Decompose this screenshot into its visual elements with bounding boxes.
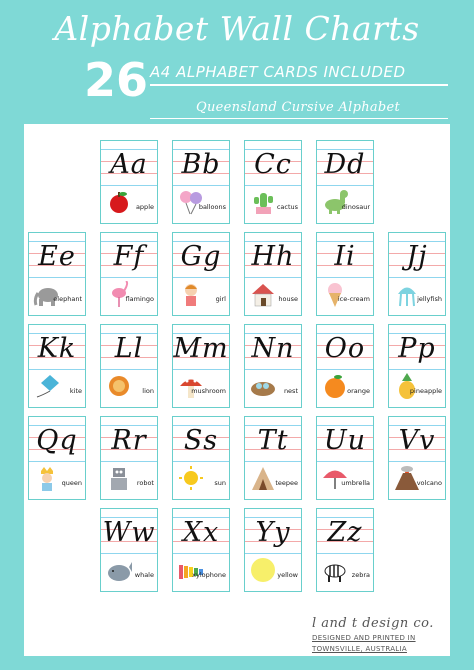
alphabet-card xyxy=(244,140,302,224)
alphabet-card xyxy=(244,416,302,500)
card-word: girl xyxy=(215,295,226,303)
card-letters: Rr xyxy=(111,425,147,456)
zebra-icon xyxy=(321,557,349,583)
alphabet-card xyxy=(316,416,374,500)
alphabet-card xyxy=(172,324,230,408)
card-word: nest xyxy=(283,387,298,395)
card-word: balloons xyxy=(198,203,226,211)
sun-icon xyxy=(177,465,205,491)
card-letters: Dd xyxy=(324,149,366,180)
card-letters: Nn xyxy=(251,333,295,364)
robot-icon xyxy=(105,465,133,491)
card-letters: Oo xyxy=(324,333,366,364)
tagline-underline xyxy=(150,118,448,119)
card-word: ice-cream xyxy=(337,295,370,303)
card-letters: Gg xyxy=(180,241,222,272)
card-letters: Ff xyxy=(113,241,145,272)
card-letters: Vv xyxy=(398,425,436,456)
card-word: yellow xyxy=(277,571,298,579)
card-letters: Mm xyxy=(173,333,229,364)
flamingo-icon xyxy=(105,281,133,307)
card-letters: Ss xyxy=(183,425,219,456)
card-word: queen xyxy=(61,479,82,487)
alphabet-card xyxy=(100,232,158,316)
orange-icon xyxy=(321,373,349,399)
card-letters: Qq xyxy=(36,425,78,456)
card-word: robot xyxy=(136,479,154,487)
alphabet-card xyxy=(316,140,374,224)
alphabet-card xyxy=(100,140,158,224)
card-word: zebra xyxy=(351,571,370,579)
card-word: house xyxy=(278,295,298,303)
card-letters: Kk xyxy=(37,333,77,364)
card-word: xylophone xyxy=(192,571,226,579)
card-word: elephant xyxy=(53,295,82,303)
card-word: volcano xyxy=(416,479,442,487)
card-word: whale xyxy=(134,571,154,579)
card-word: dinosaur xyxy=(341,203,370,211)
balloons-icon xyxy=(177,189,205,215)
house-icon xyxy=(249,281,277,307)
card-count: 26 xyxy=(84,53,149,107)
alphabet-card xyxy=(28,324,86,408)
umbrella-icon xyxy=(321,465,349,491)
whale-icon xyxy=(105,557,133,583)
card-word: mushroom xyxy=(191,387,226,395)
card-letters: Cc xyxy=(254,149,292,180)
card-word: lion xyxy=(142,387,154,395)
apple-icon xyxy=(105,189,133,215)
girl-icon xyxy=(177,281,205,307)
elephant-icon xyxy=(33,281,61,307)
alphabet-card xyxy=(172,232,230,316)
ice-cream-icon xyxy=(321,281,349,307)
card-letters: Bb xyxy=(181,149,221,180)
pineapple-icon xyxy=(393,373,421,399)
card-letters: Pp xyxy=(398,333,436,364)
card-letters: Uu xyxy=(323,425,367,456)
card-letters: Ee xyxy=(38,241,76,272)
card-letters: Jj xyxy=(406,241,428,272)
queen-icon xyxy=(33,465,61,491)
alphabet-card xyxy=(316,324,374,408)
alphabet-card xyxy=(316,508,374,592)
alphabet-card xyxy=(244,232,302,316)
location-label: TOWNSVILLE, AUSTRALIA xyxy=(312,645,407,653)
nest-icon xyxy=(249,373,277,399)
xylophone-icon xyxy=(177,557,205,583)
alphabet-card xyxy=(172,140,230,224)
card-word: cactus xyxy=(276,203,298,211)
alphabet-card xyxy=(28,416,86,500)
card-word: apple xyxy=(135,203,154,211)
card-word: flamingo xyxy=(125,295,154,303)
card-letters: Zz xyxy=(327,517,363,548)
card-letters: Ww xyxy=(102,517,156,548)
card-word: kite xyxy=(69,387,82,395)
teepee-icon xyxy=(249,465,277,491)
page-title: Alphabet Wall Charts xyxy=(54,9,420,48)
alphabet-card xyxy=(28,232,86,316)
lion-icon xyxy=(105,373,133,399)
alphabet-card xyxy=(100,416,158,500)
card-letters: Xx xyxy=(182,517,220,548)
card-letters: Tt xyxy=(257,425,289,456)
alphabet-card xyxy=(172,416,230,500)
brand-name: l and t design co. xyxy=(312,616,434,631)
yellow-icon xyxy=(249,557,277,583)
alphabet-card xyxy=(100,324,158,408)
kite-icon xyxy=(33,373,61,399)
card-letters: Ll xyxy=(114,333,144,364)
tagline: Queensland Cursive Alphabet xyxy=(196,100,401,115)
dinosaur-icon xyxy=(321,189,349,215)
alphabet-card xyxy=(388,416,446,500)
card-word: sun xyxy=(214,479,226,487)
designed-in-label: DESIGNED AND PRINTED IN xyxy=(312,634,416,642)
card-word: pineapple xyxy=(409,387,442,395)
card-word: teepee xyxy=(275,479,298,487)
alphabet-card xyxy=(244,508,302,592)
card-letters: Ii xyxy=(334,241,356,272)
card-letters: Yy xyxy=(255,517,291,548)
card-letters: Aa xyxy=(110,149,148,180)
card-letters: Hh xyxy=(251,241,295,272)
card-word: orange xyxy=(347,387,370,395)
alphabet-card xyxy=(172,508,230,592)
alphabet-card xyxy=(100,508,158,592)
alphabet-card xyxy=(388,232,446,316)
subtitle: A4 ALPHABET CARDS INCLUDED xyxy=(150,63,406,81)
volcano-icon xyxy=(393,465,421,491)
card-word: umbrella xyxy=(341,479,370,487)
card-word: jellyfish xyxy=(417,295,442,303)
alphabet-card xyxy=(316,232,374,316)
subtitle-underline xyxy=(150,84,448,86)
mushroom-icon xyxy=(177,373,205,399)
card-panel xyxy=(24,124,450,656)
alphabet-card xyxy=(244,324,302,408)
jellyfish-icon xyxy=(393,281,421,307)
alphabet-card xyxy=(388,324,446,408)
cactus-icon xyxy=(249,189,277,215)
